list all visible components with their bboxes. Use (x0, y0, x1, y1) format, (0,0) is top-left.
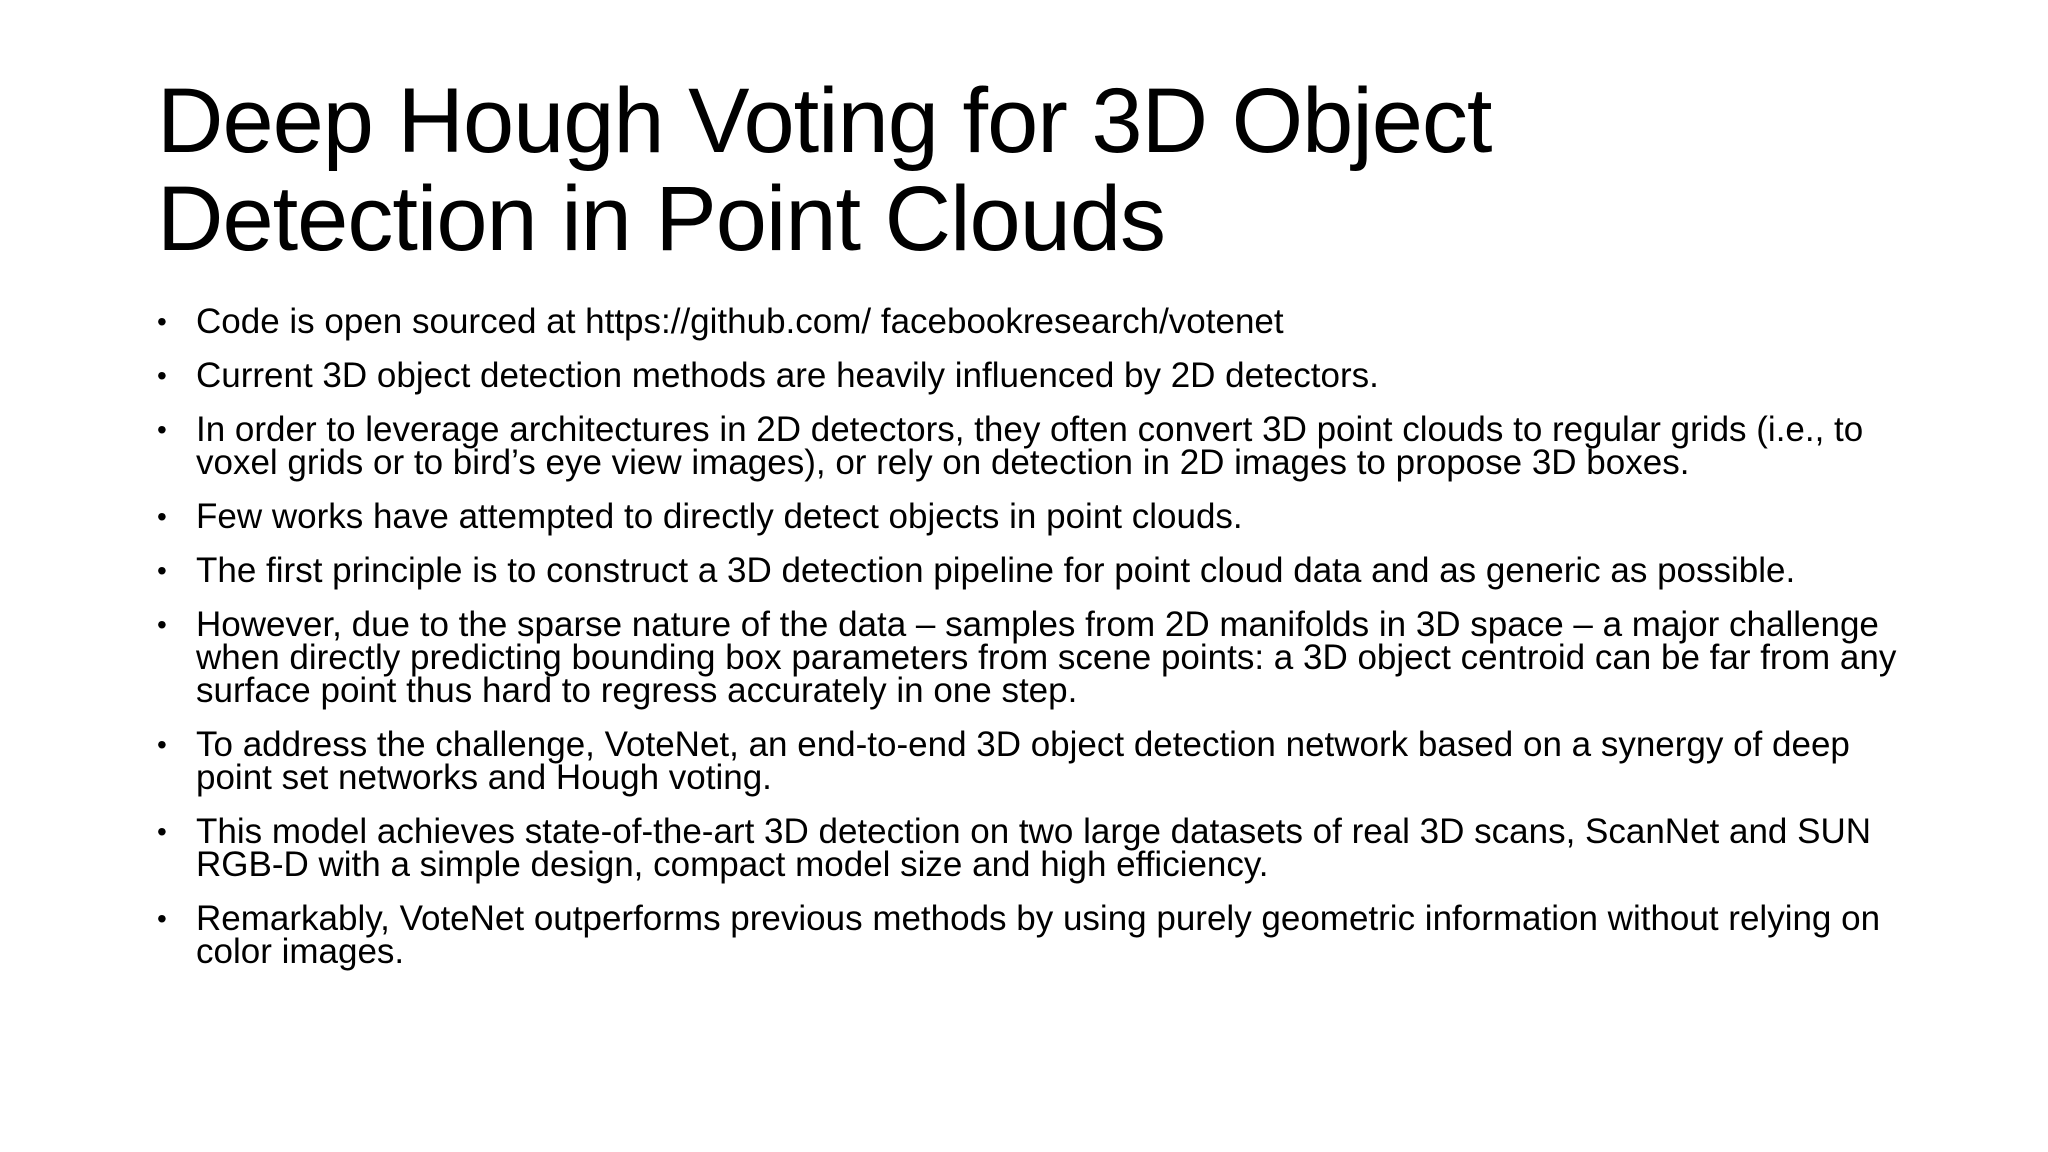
bullet-item (157, 356, 1917, 395)
bullet-dot-icon: • (157, 609, 167, 640)
bullet-text: This model achieves state-of-the-art 3D detection on two large datasets of real 3D scans, ScanNet and SUN RGB-D with a simple design, compact model size and high efficiency. (196, 812, 1872, 884)
bullet-dot-icon: • (157, 903, 167, 934)
bullet-dot-icon: • (157, 414, 167, 445)
slide-title: Deep Hough Voting for 3D Object Detection in Point Clouds (157, 70, 1492, 270)
bullet-text: Few works have attempted to directly detect objects in point clouds. (196, 497, 1243, 536)
bullet-text: Code is open sourced at https://github.com/ facebookresearch/votenet (196, 302, 1284, 341)
bullet-text: However, due to the sparse nature of the data – samples from 2D manifolds in 3D space – a major challenge when directly predicting bounding box parameters from scene points: a 3D object centroid can be far from any surface point thus hard to regress accurately in one step. (196, 605, 1897, 710)
bullet-item (157, 497, 1917, 536)
bullet-item (157, 812, 1917, 884)
bullet-dot-icon: • (157, 306, 167, 337)
bullet-dot-icon: • (157, 816, 167, 847)
bullet-text: To address the challenge, VoteNet, an end-to-end 3D object detection network based on a synergy of deep point set networks and Hough voting. (196, 725, 1850, 797)
bullet-item (157, 302, 1917, 341)
bullet-item (157, 725, 1917, 797)
bullet-text: The first principle is to construct a 3D detection pipeline for point cloud data and as generic as possible. (196, 551, 1796, 590)
bullet-list (157, 302, 1917, 989)
bullet-text: In order to leverage architectures in 2D detectors, they often convert 3D point clouds to regular grids (i.e., to voxel grids or to bird’s eye view images), or rely on detection in 2D images to propose 3D boxes. (196, 410, 1864, 482)
bullet-dot-icon: • (157, 729, 167, 760)
bullet-dot-icon: • (157, 360, 167, 391)
bullet-text: Current 3D object detection methods are heavily influenced by 2D detectors. (196, 356, 1379, 395)
bullet-item (157, 605, 1917, 710)
bullet-dot-icon: • (157, 501, 167, 532)
bullet-text: Remarkably, VoteNet outperforms previous methods by using purely geometric information without relying on color images. (196, 899, 1881, 971)
bullet-dot-icon: • (157, 555, 167, 586)
bullet-item (157, 899, 1917, 971)
bullet-item (157, 410, 1917, 482)
bullet-item (157, 551, 1917, 590)
